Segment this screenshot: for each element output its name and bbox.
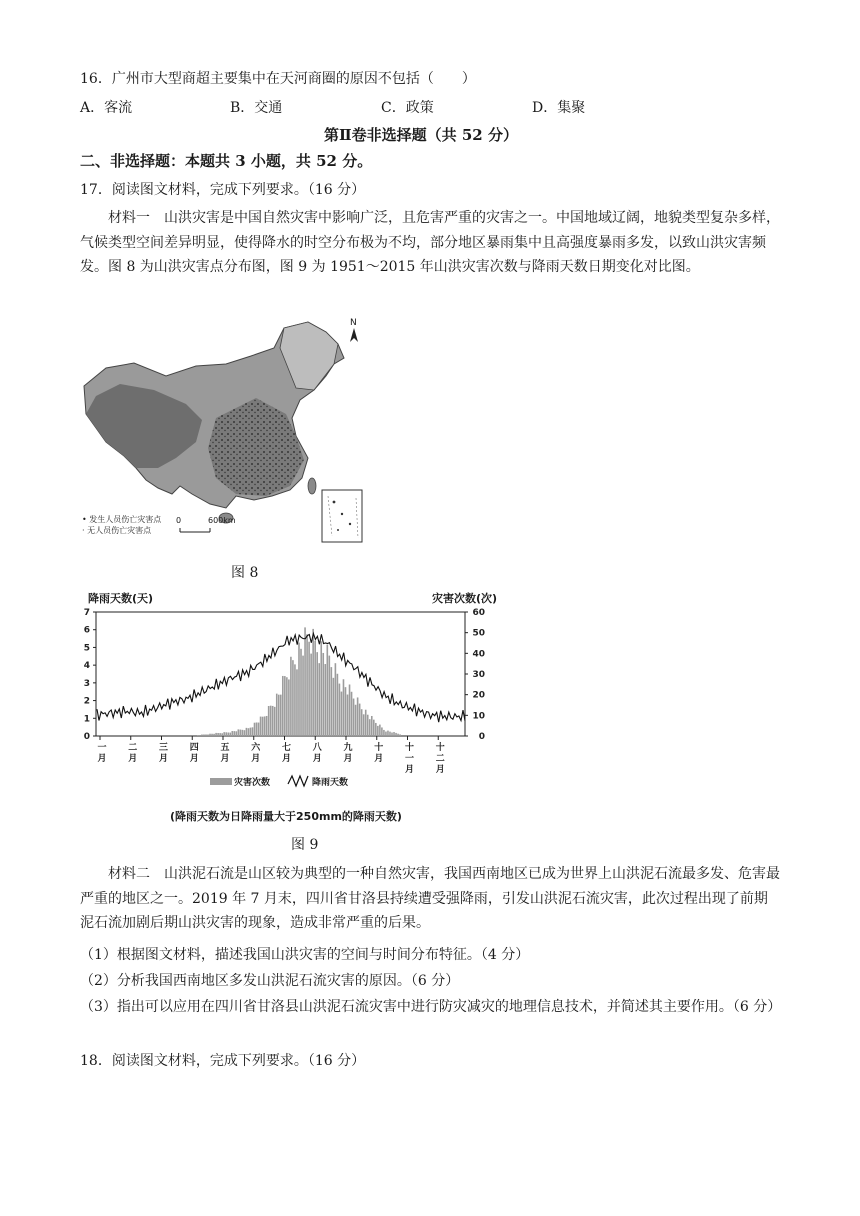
- q17-sub2: （2）分析我国西南地区多发山洪泥石流灾害的原因。（6 分）: [80, 973, 460, 989]
- q16-option-c: C．政策: [381, 100, 434, 116]
- disaster-bar: [294, 664, 296, 736]
- disaster-bar: [367, 715, 369, 736]
- disaster-bar: [272, 706, 274, 736]
- legend-line-label: 降雨天数: [312, 778, 349, 788]
- left-tick-label: 4: [83, 661, 90, 672]
- disaster-bar: [345, 687, 347, 736]
- right-tick-label: 30: [472, 670, 485, 680]
- disaster-bar: [268, 706, 270, 736]
- disaster-bar: [371, 716, 373, 736]
- disaster-bar: [361, 709, 363, 736]
- disaster-bar: [205, 734, 207, 736]
- q16-option-a: A．客流: [80, 100, 133, 116]
- disaster-bar: [221, 733, 223, 736]
- disaster-bar: [314, 641, 316, 736]
- north-label: N: [350, 318, 357, 328]
- right-tick-label: 20: [472, 690, 485, 701]
- disaster-bar: [258, 723, 260, 736]
- disaster-bar: [318, 663, 320, 736]
- legend-bar-label: 灾害次数: [234, 778, 271, 788]
- disaster-bar: [211, 734, 213, 736]
- month-label: 五: [220, 743, 230, 753]
- month-label: 一: [404, 754, 415, 764]
- q17-sub3: （3）指出可以应用在四川省甘洛县山洪泥石流灾害中进行防灾减灾的地理信息技术，并简述其主要作用。（6 分）: [80, 999, 782, 1015]
- disaster-bar: [254, 723, 256, 736]
- disaster-bar: [266, 716, 268, 736]
- north-arrow-icon: [350, 328, 358, 342]
- month-label: 月: [343, 754, 353, 764]
- q17-material1: 材料一 山洪灾害是中国自然灾害中影响广泛，且危害严重的灾害之一。中国地域辽阔，地貌类型复杂多样，气候类型空间差异明显，使得降水的时空分布极为不均，部分地区暴雨集中且高强度暴雨多发，以致山洪灾害频发。图 8 为山洪灾害点分布图，图 9 为 1951～2015 年山洪灾害次数与降雨天数日期变化对比图。: [80, 210, 780, 275]
- disaster-bar: [238, 729, 240, 736]
- disaster-bar: [355, 705, 357, 736]
- disaster-bar: [302, 656, 304, 736]
- disaster-bar: [391, 733, 393, 736]
- disaster-bar: [339, 684, 341, 736]
- disaster-bar: [351, 692, 353, 736]
- disaster-bar: [373, 720, 375, 736]
- left-tick-label: 0: [83, 732, 90, 742]
- disaster-bar: [278, 695, 280, 736]
- scale-label: 600km: [208, 516, 236, 525]
- disaster-bar: [250, 728, 252, 736]
- disaster-bar: [286, 677, 288, 736]
- disaster-bar: [349, 684, 351, 736]
- right-tick-label: 40: [472, 649, 485, 660]
- month-label: 二: [435, 754, 445, 764]
- disaster-bar: [296, 669, 298, 736]
- disaster-bar: [377, 726, 379, 736]
- china-map-figure: [76, 318, 366, 546]
- chart-svg: [80, 590, 500, 822]
- chart-ylabel-right: 灾害次数(次): [432, 592, 498, 605]
- disaster-bar: [326, 645, 328, 736]
- chart-ylabel-left: 降雨天数(天): [88, 592, 154, 605]
- q17-material2: 材料二 山洪泥石流是山区较为典型的一种自然灾害，我国西南地区已成为世界上山洪泥石流最多发、危害最严重的地区之一。2019 年 7 月末，四川省甘洛县持续遭受强降雨，引发山洪泥石流灾害，此次过程出现了前期泥石流加剧后期山洪灾害的现象，造成非常严重的后果。: [80, 866, 780, 931]
- disaster-bar: [369, 719, 371, 736]
- disaster-bar: [264, 716, 266, 736]
- disaster-bar: [381, 727, 383, 736]
- taiwan-shape: [308, 478, 316, 494]
- disaster-bar: [246, 728, 248, 736]
- month-label: 八: [312, 743, 322, 753]
- month-label: 七: [281, 743, 292, 753]
- disaster-bar: [223, 732, 225, 736]
- left-tick-label: 7: [83, 608, 90, 618]
- disaster-bar: [393, 732, 395, 736]
- section-title: 第Ⅱ卷非选择题（共 52 分）: [324, 126, 518, 144]
- disaster-bar: [337, 674, 339, 736]
- disaster-bar: [256, 722, 258, 736]
- disaster-bar: [197, 735, 199, 736]
- month-label: 月: [189, 754, 199, 764]
- right-tick-label: 60: [472, 608, 485, 618]
- left-tick-label: 5: [83, 643, 90, 654]
- month-label: 二: [128, 743, 138, 753]
- disaster-bar: [383, 730, 385, 736]
- disaster-bar: [359, 704, 361, 736]
- disaster-bar: [389, 732, 391, 736]
- disaster-bar: [347, 695, 349, 736]
- q17-sub1: （1）根据图文材料，描述我国山洪灾害的空间与时间分布特征。（4 分）: [80, 947, 530, 963]
- disaster-bar: [397, 734, 399, 736]
- disaster-bar: [236, 731, 238, 736]
- disaster-bar: [335, 663, 337, 736]
- right-tick-label: 10: [472, 711, 485, 722]
- disaster-bar: [276, 694, 278, 736]
- month-label: 月: [281, 754, 292, 764]
- chart-note: (降雨天数为日降雨量大于250mm的降雨天数): [170, 810, 402, 823]
- disaster-bar: [213, 734, 215, 736]
- month-label: 十: [374, 743, 384, 753]
- disaster-bar: [207, 734, 209, 736]
- section-heading: 二、非选择题：本题共 3 小题，共 52 分。: [80, 152, 373, 170]
- month-label: 月: [374, 754, 384, 764]
- scale-zero: 0: [176, 516, 182, 525]
- month-label: 六: [251, 743, 261, 753]
- month-label: 月: [128, 754, 138, 764]
- disaster-bar: [331, 667, 333, 736]
- disaster-bar: [217, 733, 219, 736]
- disaster-bar: [316, 652, 318, 736]
- figure9-caption: 图 9: [291, 837, 319, 853]
- disaster-bar: [385, 732, 387, 736]
- right-tick-label: 0: [478, 732, 485, 742]
- disaster-bar: [252, 727, 254, 736]
- month-label: 月: [158, 754, 169, 764]
- disaster-bar: [324, 664, 326, 736]
- left-tick-label: 2: [83, 696, 90, 707]
- legend-bar-swatch: [210, 778, 232, 785]
- disaster-bar: [333, 678, 335, 736]
- disaster-bar: [320, 641, 322, 736]
- disaster-bar: [219, 733, 221, 736]
- legend-no-casualty: · 无人员伤亡灾害点: [82, 526, 152, 535]
- disaster-bar: [282, 676, 284, 736]
- q17-intro: 17．阅读图文材料，完成下列要求。（16 分）: [80, 182, 366, 198]
- disaster-bar: [227, 733, 229, 736]
- q16-option-b: B．交通: [230, 100, 283, 116]
- disaster-bar: [270, 706, 272, 736]
- disaster-bar: [242, 730, 244, 736]
- disaster-bar: [363, 714, 365, 736]
- disaster-bar: [199, 735, 201, 736]
- q16-stem: 16．广州市大型商超主要集中在天河商圈的原因不包括（ ）: [80, 71, 476, 87]
- disaster-bar: [308, 642, 310, 736]
- disaster-bar: [395, 733, 397, 736]
- disaster-bar: [312, 629, 314, 736]
- month-label: 月: [251, 754, 261, 764]
- disaster-bar: [240, 730, 242, 736]
- month-label: 月: [312, 754, 322, 764]
- disaster-bar: [322, 653, 324, 736]
- month-label: 十: [435, 743, 445, 753]
- disaster-bar: [300, 649, 302, 736]
- disaster-bar: [274, 707, 276, 736]
- disaster-bar: [343, 679, 345, 736]
- month-label: 四: [189, 743, 199, 753]
- disaster-bar: [341, 692, 343, 736]
- disaster-bar: [260, 717, 262, 736]
- month-label: 月: [97, 754, 107, 764]
- disaster-bar: [353, 699, 355, 736]
- disaster-bar: [375, 723, 377, 736]
- right-tick-label: 50: [472, 628, 485, 639]
- legend-casualty: • 发生人员伤亡灾害点: [82, 515, 162, 524]
- q16-option-d: D．集聚: [532, 100, 586, 116]
- chart-figure: [80, 590, 500, 822]
- disaster-bar: [244, 730, 246, 736]
- disaster-bar: [288, 679, 290, 736]
- q18-intro: 18．阅读图文材料，完成下列要求。（16 分）: [80, 1053, 366, 1069]
- disaster-bar: [284, 676, 286, 736]
- disaster-bar: [231, 731, 233, 736]
- disaster-bar: [365, 710, 367, 736]
- disaster-bar: [304, 627, 306, 736]
- disaster-bar: [248, 728, 250, 736]
- month-label: 三: [158, 743, 169, 753]
- disaster-bar: [399, 734, 401, 736]
- disaster-bar: [310, 654, 312, 736]
- china-map: [76, 318, 366, 546]
- month-label: 十: [404, 743, 415, 753]
- left-tick-label: 3: [83, 678, 90, 689]
- disaster-bar: [357, 697, 359, 736]
- figure8-caption: 图 8: [231, 565, 259, 581]
- month-label: 一: [97, 743, 107, 753]
- disaster-bar: [290, 657, 292, 736]
- disaster-bar: [298, 643, 300, 736]
- month-label: 月: [220, 754, 230, 764]
- left-tick-label: 1: [83, 714, 90, 725]
- disaster-bar: [225, 732, 227, 736]
- month-label: 九: [343, 743, 353, 753]
- disaster-bar: [306, 634, 308, 736]
- disaster-bar: [209, 734, 211, 736]
- left-tick-label: 6: [83, 625, 90, 636]
- disaster-bar: [379, 725, 381, 736]
- disaster-bar: [229, 733, 231, 736]
- disaster-bar: [387, 731, 389, 736]
- disaster-bar: [215, 733, 217, 736]
- month-label: 月: [404, 765, 415, 775]
- disaster-bar: [203, 734, 205, 736]
- disaster-bar: [329, 656, 331, 736]
- disaster-bar: [262, 717, 264, 736]
- disaster-bar: [280, 695, 282, 736]
- disaster-bar: [233, 731, 235, 736]
- disaster-bar: [292, 660, 294, 736]
- legend-line-swatch: [288, 776, 308, 786]
- disaster-bar: [201, 735, 203, 736]
- month-label: 月: [435, 765, 445, 775]
